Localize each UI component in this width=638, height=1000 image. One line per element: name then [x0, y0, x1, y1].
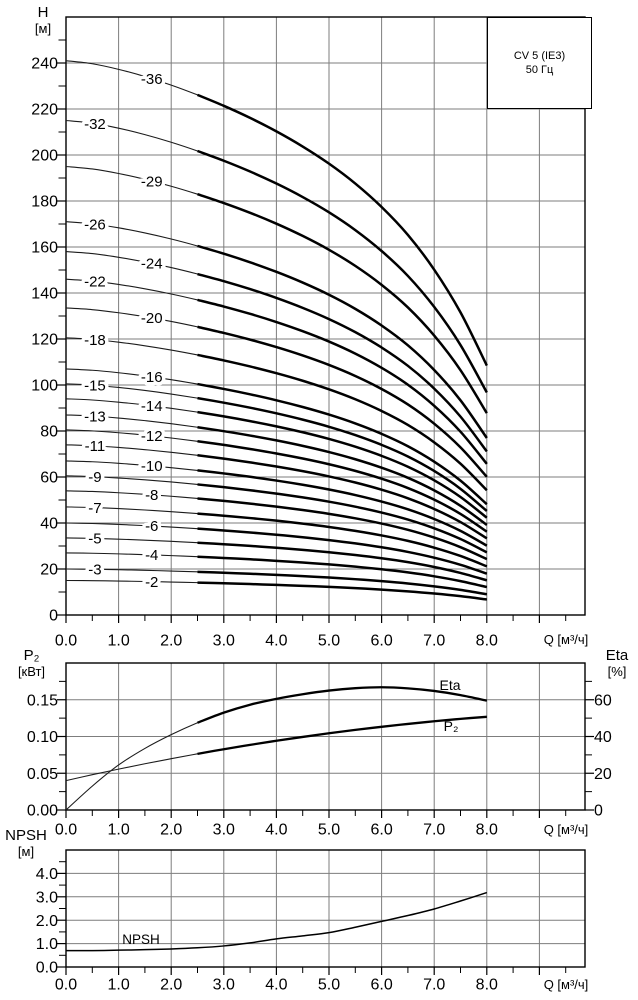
- x-tick-label: 6.0: [370, 821, 393, 839]
- y-tick-label: 0.10: [26, 729, 58, 747]
- x-tick-label: 5.0: [317, 821, 341, 839]
- pump-curve-stage-label: -14: [140, 398, 163, 416]
- pump-curve-stage-label: -12: [140, 428, 163, 446]
- x-tick-label: 8.0: [475, 821, 498, 839]
- pump-curve-stage-label: -8: [145, 487, 159, 505]
- pump-curve: [198, 246, 487, 438]
- y-tick-label: 160: [31, 239, 58, 257]
- y-tick-label: 20: [40, 561, 58, 579]
- eta-curve-label: Eta: [439, 677, 461, 693]
- flow-axis-label-power: Q [м³/ч]: [543, 822, 589, 837]
- pump-curve-stage-label: -15: [84, 377, 106, 395]
- y-tick-label: 0.0: [35, 959, 58, 977]
- y-tick-label: 0.15: [26, 692, 58, 710]
- y-tick-label: 0.00: [26, 802, 58, 820]
- pump-curve-stage-label: -6: [145, 518, 159, 536]
- y-tick-label: 0.05: [26, 765, 58, 783]
- pump-curve-stage-label: -26: [84, 216, 106, 234]
- x-tick-label: 5.0: [317, 632, 341, 650]
- x-tick-label: 0.0: [54, 821, 78, 839]
- device-frequency: 50 Гц: [525, 64, 554, 76]
- y-tick-label: 0: [49, 607, 58, 625]
- eta-tick-label: 60: [594, 692, 612, 710]
- eta-axis-symbol: Eta: [605, 647, 629, 664]
- x-tick-label: 2.0: [160, 821, 183, 839]
- npsh-axis-unit: [м]: [17, 844, 35, 859]
- x-tick-label: 0.0: [54, 632, 78, 650]
- pump-curve-stage-label: -13: [84, 408, 106, 426]
- y-tick-label: 3.0: [35, 889, 58, 907]
- y-tick-label: 60: [40, 469, 58, 487]
- x-tick-label: 6.0: [370, 632, 393, 650]
- head-axis-unit: [м]: [34, 21, 52, 36]
- y-tick-label: 4.0: [35, 866, 58, 883]
- y-tick-label: 220: [31, 101, 58, 119]
- x-tick-label: 4.0: [265, 821, 288, 839]
- flow-axis-label-head: Q [м³/ч]: [543, 632, 589, 647]
- x-tick-label: 3.0: [212, 821, 235, 839]
- device-info-box: [487, 17, 592, 109]
- pump-curve-stage-label: -16: [140, 369, 163, 387]
- npsh-curve-label: NPSH: [122, 932, 160, 947]
- pump-curve: [198, 543, 487, 581]
- pump-curve-stage-label: -20: [140, 310, 163, 328]
- x-tick-label: 2.0: [160, 632, 183, 650]
- y-tick-label: 140: [31, 285, 58, 303]
- eta-tick-label: 20: [594, 765, 612, 783]
- pump-curve-stage-label: -11: [84, 438, 106, 456]
- x-tick-label: 8.0: [475, 976, 498, 994]
- y-tick-label: 240: [31, 55, 58, 73]
- npsh-axis-symbol: NPSH: [5, 827, 47, 844]
- pump-curve: [198, 470, 487, 545]
- flow-axis-label-npsh: Q [м³/ч]: [543, 977, 589, 992]
- eta-axis-unit: [%]: [607, 664, 627, 679]
- y-tick-label: 1.0: [35, 936, 58, 954]
- eta-tick-label: 40: [594, 729, 612, 747]
- x-tick-label: 2.0: [160, 976, 183, 994]
- x-tick-label: 3.0: [212, 632, 235, 650]
- npsh-axis-title: [2, 828, 50, 859]
- pump-curve-stage-label: -22: [84, 273, 106, 291]
- y-tick-label: 2.0: [35, 912, 58, 930]
- x-tick-label: 6.0: [370, 976, 393, 994]
- power-axis-title: [13, 648, 50, 679]
- x-tick-label: 7.0: [423, 976, 446, 994]
- pump-curve-stage-label: -18: [84, 331, 106, 349]
- p2-curve-label: P₂: [443, 718, 459, 734]
- pump-curve-stage-label: -9: [88, 469, 102, 487]
- pump-curve-stage-label: -24: [140, 255, 163, 273]
- eta-axis-title: [597, 648, 637, 679]
- y-tick-label: 100: [31, 377, 58, 395]
- pump-curve-stage-label: -2: [145, 573, 159, 591]
- pump-curve-stage-label: -29: [140, 173, 163, 191]
- head-axis-title: [27, 5, 59, 36]
- x-tick-label: 1.0: [107, 632, 130, 650]
- x-tick-label: 4.0: [265, 632, 288, 650]
- pump-curve: [198, 583, 487, 600]
- x-tick-label: 1.0: [107, 821, 130, 839]
- x-tick-label: 5.0: [317, 976, 341, 994]
- x-tick-label: 0.0: [54, 976, 78, 994]
- y-tick-label: 40: [40, 515, 58, 533]
- x-tick-label: 3.0: [212, 976, 235, 994]
- y-tick-label: 200: [31, 147, 58, 165]
- pump-curve: [198, 151, 487, 392]
- device-model: CV 5 (IE3): [513, 50, 566, 62]
- power-axis-unit: [кВт]: [17, 664, 46, 679]
- x-tick-label: 1.0: [107, 976, 130, 994]
- eta-tick-label: 0: [594, 802, 603, 820]
- power-axis-symbol: P₂: [23, 647, 40, 664]
- y-tick-label: 180: [31, 193, 58, 211]
- x-tick-label: 7.0: [423, 821, 446, 839]
- pump-curve-stage-label: -10: [140, 458, 163, 476]
- x-tick-label: 7.0: [423, 632, 446, 650]
- pump-curve-stage-label: -5: [88, 530, 102, 548]
- x-tick-label: 4.0: [265, 976, 288, 994]
- head-axis-symbol: H: [37, 4, 49, 21]
- pump-curve-stage-label: -4: [145, 547, 159, 565]
- pump-curve-stage-label: -7: [88, 499, 102, 517]
- y-tick-label: 120: [31, 331, 58, 349]
- pump-curve-stage-label: -32: [84, 115, 106, 133]
- pump-curve-stage-label: -36: [140, 71, 163, 89]
- pump-curve-stage-label: -3: [88, 561, 102, 579]
- y-tick-label: 80: [40, 423, 58, 441]
- x-tick-label: 8.0: [475, 632, 498, 650]
- pump-curve: [198, 355, 487, 490]
